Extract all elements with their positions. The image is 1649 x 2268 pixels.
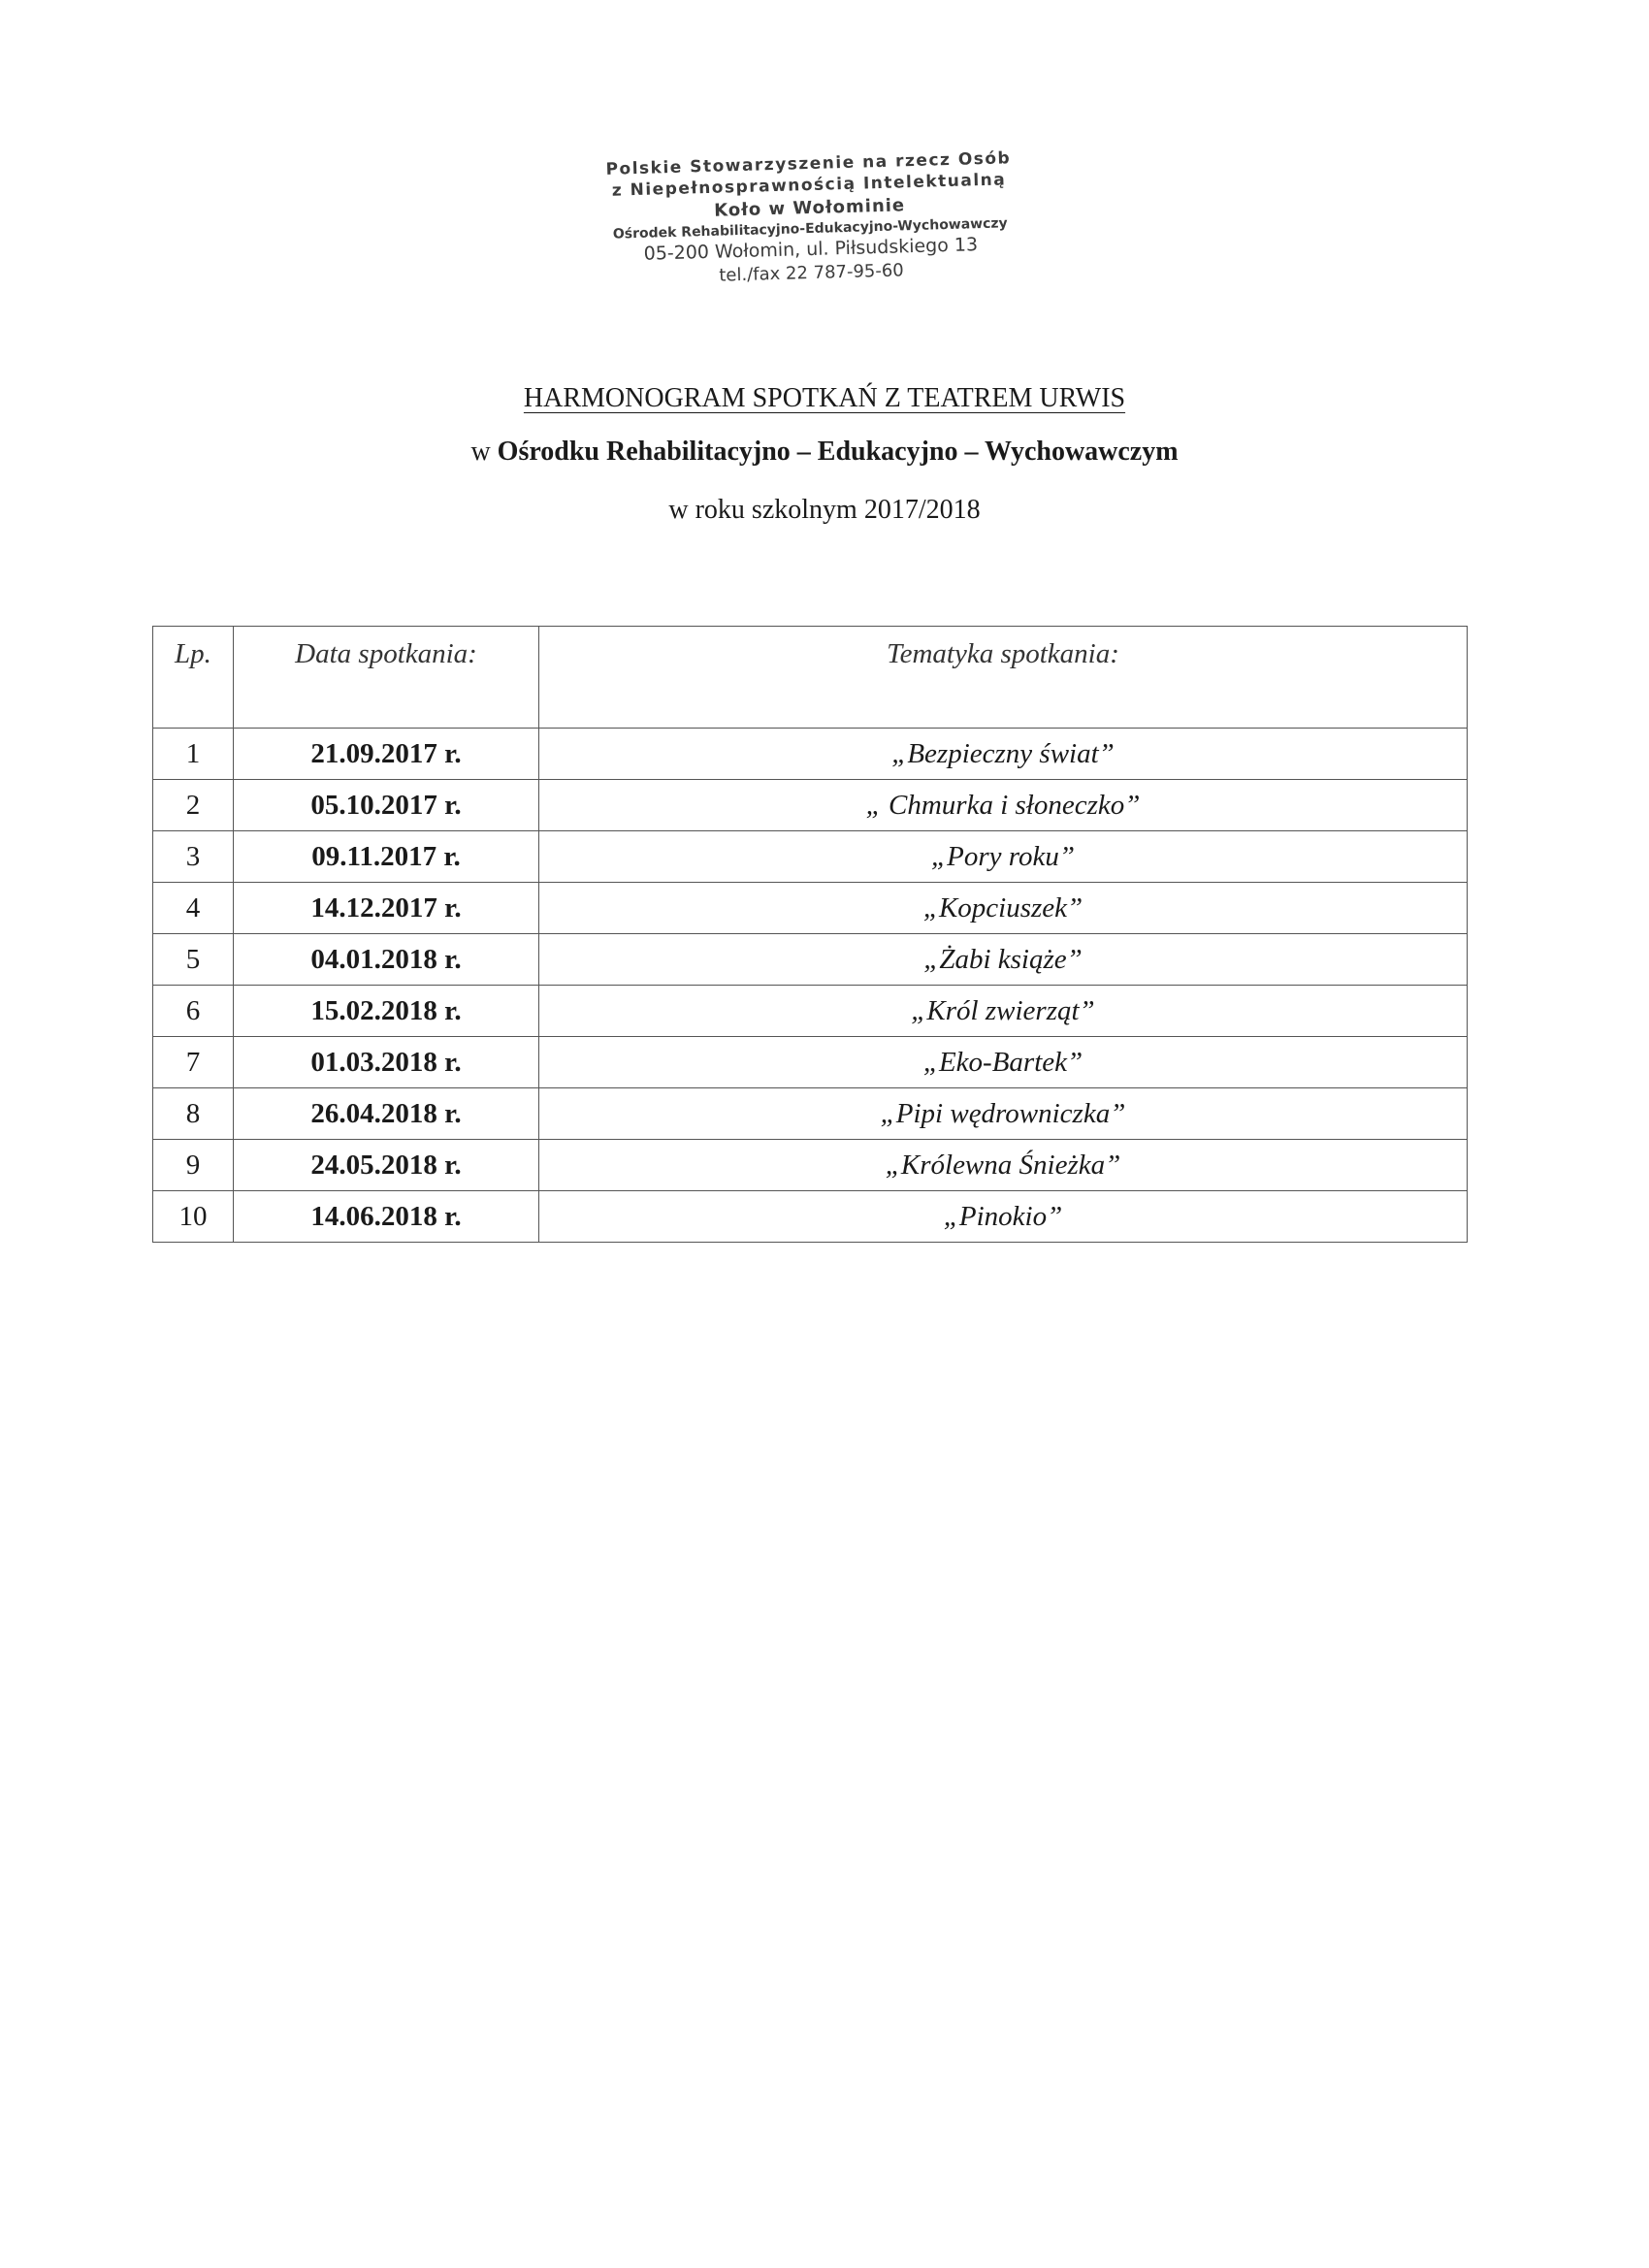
row-date: 09.11.2017 r.: [234, 831, 539, 883]
school-year: w roku szkolnym 2017/2018: [668, 495, 981, 525]
row-topic: „Kopciuszek”: [539, 883, 1468, 934]
row-lp: 4: [153, 883, 234, 934]
column-header-date: Data spotkania:: [234, 627, 539, 729]
row-date: 14.06.2018 r.: [234, 1191, 539, 1243]
row-date: 01.03.2018 r.: [234, 1037, 539, 1088]
row-topic: „Pinokio”: [539, 1191, 1468, 1243]
row-topic: „Pory roku”: [539, 831, 1468, 883]
stamp-line-phone: tel./fax 22 787-95-60: [719, 260, 905, 286]
row-lp: 3: [153, 831, 234, 883]
row-lp: 9: [153, 1140, 234, 1191]
row-lp: 10: [153, 1191, 234, 1243]
row-topic: „Królewna Śnieżka”: [539, 1140, 1468, 1191]
stamp-line-association: Polskie Stowarzyszenie na rzecz Osób: [605, 148, 1012, 179]
row-lp: 1: [153, 729, 234, 780]
table-row: [153, 883, 1468, 934]
document-subtitle: [0, 437, 1649, 468]
row-topic: „Eko-Bartek”: [539, 1037, 1468, 1088]
row-topic: „Żabi książe”: [539, 934, 1468, 986]
organization-stamp: [556, 146, 1064, 292]
table-row: [153, 780, 1468, 831]
table-row: [153, 1088, 1468, 1140]
table-row: [153, 934, 1468, 986]
subtitle-prefix: w: [470, 437, 491, 467]
schedule-table: [152, 626, 1468, 1243]
row-date: 04.01.2018 r.: [234, 934, 539, 986]
row-date: 26.04.2018 r.: [234, 1088, 539, 1140]
stamp-line-disability: z Niepełnosprawnością Intelektualną: [611, 170, 1007, 202]
stamp-line-center: Ośrodek Rehabilitacyjno-Edukacyjno-Wychowawczy: [612, 214, 1008, 243]
table-row: [153, 729, 1468, 780]
row-lp: 7: [153, 1037, 234, 1088]
row-date: 21.09.2017 r.: [234, 729, 539, 780]
table-row: [153, 1191, 1468, 1243]
stamp-line-branch: Koło w Wołominie: [713, 195, 906, 221]
row-date: 05.10.2017 r.: [234, 780, 539, 831]
row-date: 24.05.2018 r.: [234, 1140, 539, 1191]
row-lp: 8: [153, 1088, 234, 1140]
subtitle-center-name: Ośrodku Rehabilitacyjno – Edukacyjno – Wychowawczym: [497, 437, 1179, 467]
column-header-topic: Tematyka spotkania:: [539, 627, 1468, 729]
row-topic: „ Chmurka i słoneczko”: [539, 780, 1468, 831]
table-row: [153, 1140, 1468, 1191]
column-header-lp: Lp.: [153, 627, 234, 729]
table-row: [153, 986, 1468, 1037]
row-lp: 2: [153, 780, 234, 831]
row-topic: „Bezpieczny świat”: [539, 729, 1468, 780]
document-title: [0, 383, 1649, 414]
row-date: 15.02.2018 r.: [234, 986, 539, 1037]
stamp-line-address: 05-200 Wołomin, ul. Piłsudskiego 13: [643, 234, 979, 265]
table-row: [153, 831, 1468, 883]
row-topic: „Król zwierząt”: [539, 986, 1468, 1037]
row-lp: 6: [153, 986, 234, 1037]
document-title-text: HARMONOGRAM SPOTKAŃ Z TEATREM URWIS: [523, 383, 1126, 413]
row-date: 14.12.2017 r.: [234, 883, 539, 934]
table-row: [153, 1037, 1468, 1088]
row-topic: „Pipi wędrowniczka”: [539, 1088, 1468, 1140]
table-header-row: [153, 627, 1468, 729]
row-lp: 5: [153, 934, 234, 986]
